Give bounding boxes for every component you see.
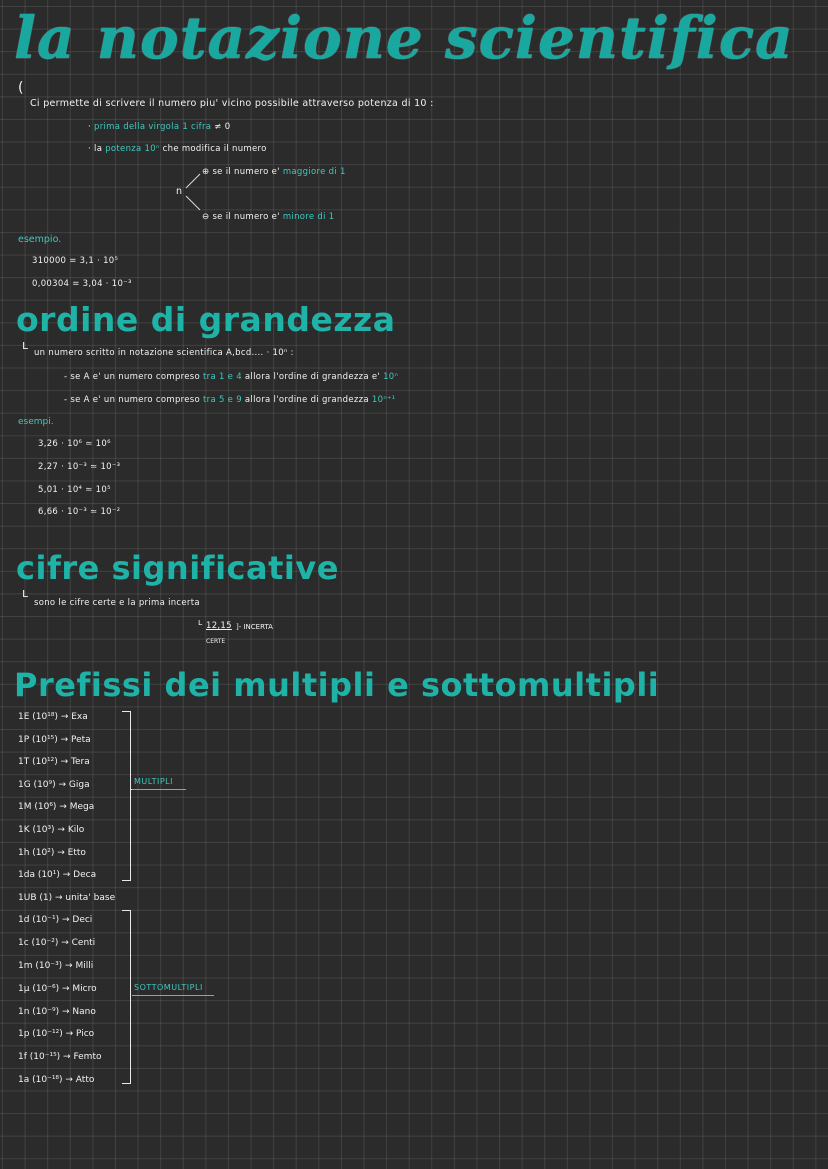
prefix-item: 1T (10¹²) → Tera: [18, 757, 90, 767]
intro-mark: ʟ: [22, 338, 29, 352]
intro-mark: ʟ: [22, 586, 29, 600]
prefix-item: 1G (10⁹) → Giga: [18, 780, 90, 790]
ordine-example: 6,66 · 10⁻³ ≃ 10⁻²: [38, 507, 121, 517]
prefix-item: 1K (10³) → Kilo: [18, 825, 85, 835]
prefix-item: 1μ (10⁻⁶) → Micro: [18, 984, 97, 994]
prefix-item: 1m (10⁻³) → Milli: [18, 961, 94, 971]
ordine-example: 5,01 · 10⁴ ≃ 10⁵: [38, 485, 111, 495]
ordine-example: 2,27 · 10⁻³ ≃ 10⁻³: [38, 462, 121, 472]
heading-prefissi: Prefissi dei multipli e sottomultipli: [14, 666, 660, 704]
sottomultipli-underline: [132, 995, 214, 996]
less-than-one-rule: ⊖ se il numero e' minore di 1: [202, 212, 335, 222]
branch-lines: [184, 170, 204, 214]
example-label: esempio.: [18, 234, 62, 245]
ordine-example: 3,26 · 10⁶ ≃ 10⁶: [38, 439, 111, 449]
cifre-number: 12,15: [206, 621, 232, 631]
bullet-first-digit: · prima della virgola 1 cifra ≠ 0: [88, 122, 231, 132]
open-paren-mark: (: [18, 80, 24, 96]
page-title: la notazione scientifica: [14, 4, 794, 72]
prefix-item: 1da (10¹) → Deca: [18, 870, 97, 880]
prefix-item: 1M (10⁶) → Mega: [18, 802, 95, 812]
ordine-rule-1: - se A e' un numero compreso tra 1 e 4 allora l'ordine di grandezza e' 10ⁿ: [64, 372, 399, 382]
multipli-label: MULTIPLI: [134, 777, 173, 786]
prefix-item: 1h (10²) → Etto: [18, 848, 86, 858]
incerta-label: ]- INCERTA: [236, 623, 273, 631]
ordine-intro: un numero scritto in notazione scientifica A,bcd.... · 10ⁿ :: [34, 348, 294, 358]
certe-label: CERTE: [206, 638, 226, 645]
examples-label: esempi.: [18, 417, 54, 427]
prefix-item: 1P (10¹⁵) → Peta: [18, 735, 91, 745]
ordine-rule-2: - se A e' un numero compreso tra 5 e 9 allora l'ordine di grandezza 10ⁿ⁺¹: [64, 395, 396, 405]
cifre-mark: ʟ: [198, 618, 203, 628]
prefix-item: 1n (10⁻⁹) → Nano: [18, 1007, 96, 1017]
cifre-intro: sono le cifre certe e la prima incerta: [34, 598, 200, 608]
intro-text: Ci permette di scrivere il numero piu' vicino possibile attraverso potenza di 10 :: [30, 98, 434, 109]
n-symbol: n: [176, 186, 183, 197]
heading-ordine-di-grandezza: ordine di grandezza: [16, 300, 396, 339]
prefix-item: 1E (10¹⁸) → Exa: [18, 712, 88, 722]
example-1: 310000 = 3,1 · 10⁵: [32, 256, 119, 266]
prefix-item: 1c (10⁻²) → Centi: [18, 938, 96, 948]
prefix-item: 1d (10⁻¹) → Deci: [18, 915, 93, 925]
example-2: 0,00304 = 3,04 · 10⁻³: [32, 279, 132, 289]
prefix-item: 1a (10⁻¹⁸) → Atto: [18, 1075, 95, 1085]
prefix-base-unit: 1UB (1) → unita' base: [18, 893, 116, 903]
heading-cifre-significative: cifre significative: [16, 549, 339, 587]
greater-than-one-rule: ⊕ se il numero e' maggiore di 1: [202, 167, 346, 177]
prefix-item: 1f (10⁻¹⁵) → Femto: [18, 1052, 102, 1062]
multipli-underline: [132, 789, 186, 790]
sottomultipli-label: SOTTOMULTIPLI: [134, 983, 203, 992]
bullet-power: · la potenza 10ⁿ che modifica il numero: [88, 144, 267, 154]
prefix-item: 1p (10⁻¹²) → Pico: [18, 1029, 95, 1039]
